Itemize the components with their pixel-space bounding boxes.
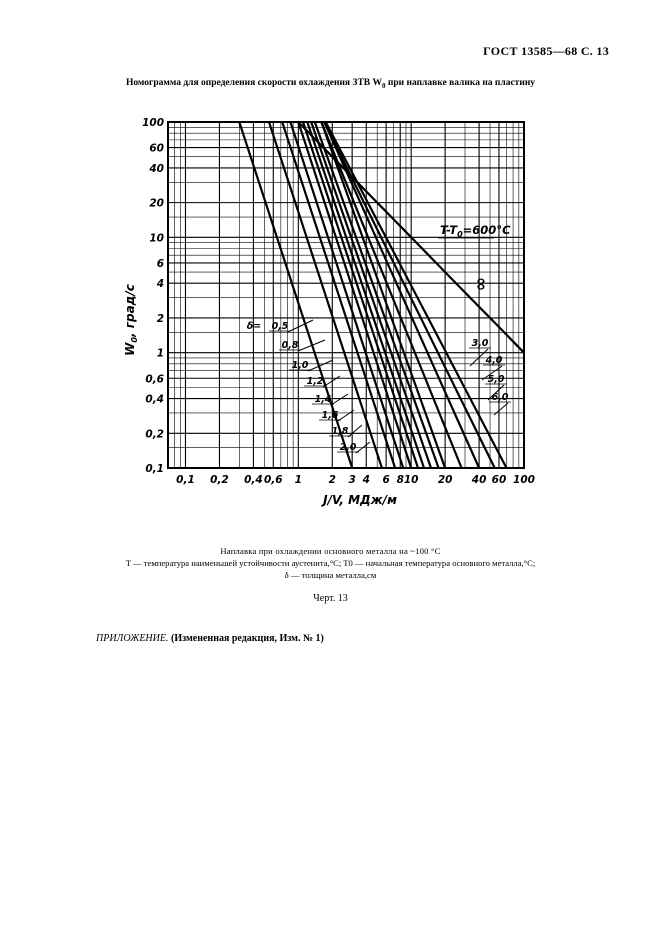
figure-number: Черт. 13 [313, 593, 348, 604]
x-axis-label: J/V, МДж/м [323, 493, 397, 507]
series-line [282, 122, 395, 468]
temperature-annotation: $T-T_0=600^\circ C$ [440, 223, 511, 239]
y-tick-label: 40 [149, 162, 164, 175]
curve-label-leader [348, 425, 362, 437]
x-tick-label: 6 [382, 474, 390, 486]
x-tick-label: 4 [362, 474, 370, 486]
infinity-label: ∞ [471, 276, 491, 292]
y-tick-label: 0,6 [145, 373, 164, 386]
curve-label: 5,0 [487, 374, 505, 385]
curve-label: 0,8 [281, 340, 299, 351]
x-tick-label: 0,4 [244, 474, 263, 486]
x-tick-label: 1 [294, 474, 302, 486]
y-tick-label: 20 [149, 197, 164, 210]
y-tick-label: 0,4 [145, 393, 164, 406]
y-tick-label: 2 [156, 312, 164, 325]
curve-label: 1,0 [291, 360, 309, 371]
curve-label: 1,8 [331, 426, 349, 437]
y-tick-label: 1 [156, 347, 164, 360]
y-axis-label: $W_0$, град/с [123, 284, 139, 356]
y-tick-label: 0,2 [145, 428, 164, 441]
x-tick-label: 60 [491, 474, 507, 486]
y-tick-label: 60 [149, 142, 164, 155]
x-tick-label: 10 [403, 474, 419, 486]
x-tick-label: 100 [513, 474, 535, 486]
x-tick-label: 0,6 [263, 474, 283, 486]
curve-label: 4,0 [485, 355, 503, 366]
chart-title-main: Номограмма для определения скорости охлаждения ЗТВ W [125, 78, 382, 88]
caption-line-2: T — температура наименьшей устойчивости аустенита,°C; T0 — начальная температура основного металла,°C; [125, 558, 536, 568]
curve-label-leader [323, 376, 340, 387]
chart-title-sub: 0 [382, 81, 386, 90]
series-line [298, 122, 411, 468]
y-tick-label: 4 [156, 278, 164, 291]
curve-label: 0,5 [271, 321, 289, 332]
y-tick-label: 10 [149, 232, 164, 245]
x-tick-label: 20 [437, 474, 453, 486]
x-tick-label: 2 [328, 474, 336, 486]
appendix-italic: ПРИЛОЖЕНИЕ. [96, 633, 169, 644]
y-tick-label: 100 [142, 117, 164, 129]
curve-label: 1,2 [306, 376, 324, 387]
caption-line-1: Наплавка при охлаждении основного металла на ~100 °C [220, 546, 441, 556]
x-tick-label: 0,2 [210, 474, 229, 486]
y-tick-label: 0,1 [145, 463, 164, 475]
delta-label: δ= [246, 321, 262, 332]
series-line [321, 122, 461, 468]
x-tick-label: 3 [348, 474, 356, 486]
curve-label: 2,0 [339, 442, 357, 453]
curve-label-leader [331, 394, 348, 405]
curve-label-leader [288, 320, 313, 332]
x-tick-labels [176, 474, 535, 486]
nomogram-chart [120, 112, 540, 512]
x-tick-label: 40 [471, 474, 487, 486]
curve-label: 1,4 [314, 394, 332, 405]
y-tick-label: 6 [156, 257, 164, 270]
chart-title [0, 78, 661, 90]
page-header: ГОСТ 13585—68 С. 13 [483, 44, 609, 58]
appendix-note [96, 633, 324, 644]
curve-label: 6,0 [491, 392, 509, 403]
curve-label-leader [338, 410, 354, 421]
chart-series [239, 122, 524, 468]
y-tick-labels [142, 117, 164, 475]
curve-label: 3,0 [471, 338, 489, 349]
x-tick-label: 8 [396, 474, 404, 486]
curve-label: 1,6 [321, 410, 339, 421]
appendix-bold: (Измененная редакция, Изм. № 1) [171, 633, 324, 644]
series-line [321, 122, 445, 468]
x-tick-label: 0,1 [176, 474, 195, 486]
chart-title-rest: при наплавке валика на пластину [385, 78, 536, 88]
caption-line-3: δ — толщина металла,см [284, 570, 377, 580]
